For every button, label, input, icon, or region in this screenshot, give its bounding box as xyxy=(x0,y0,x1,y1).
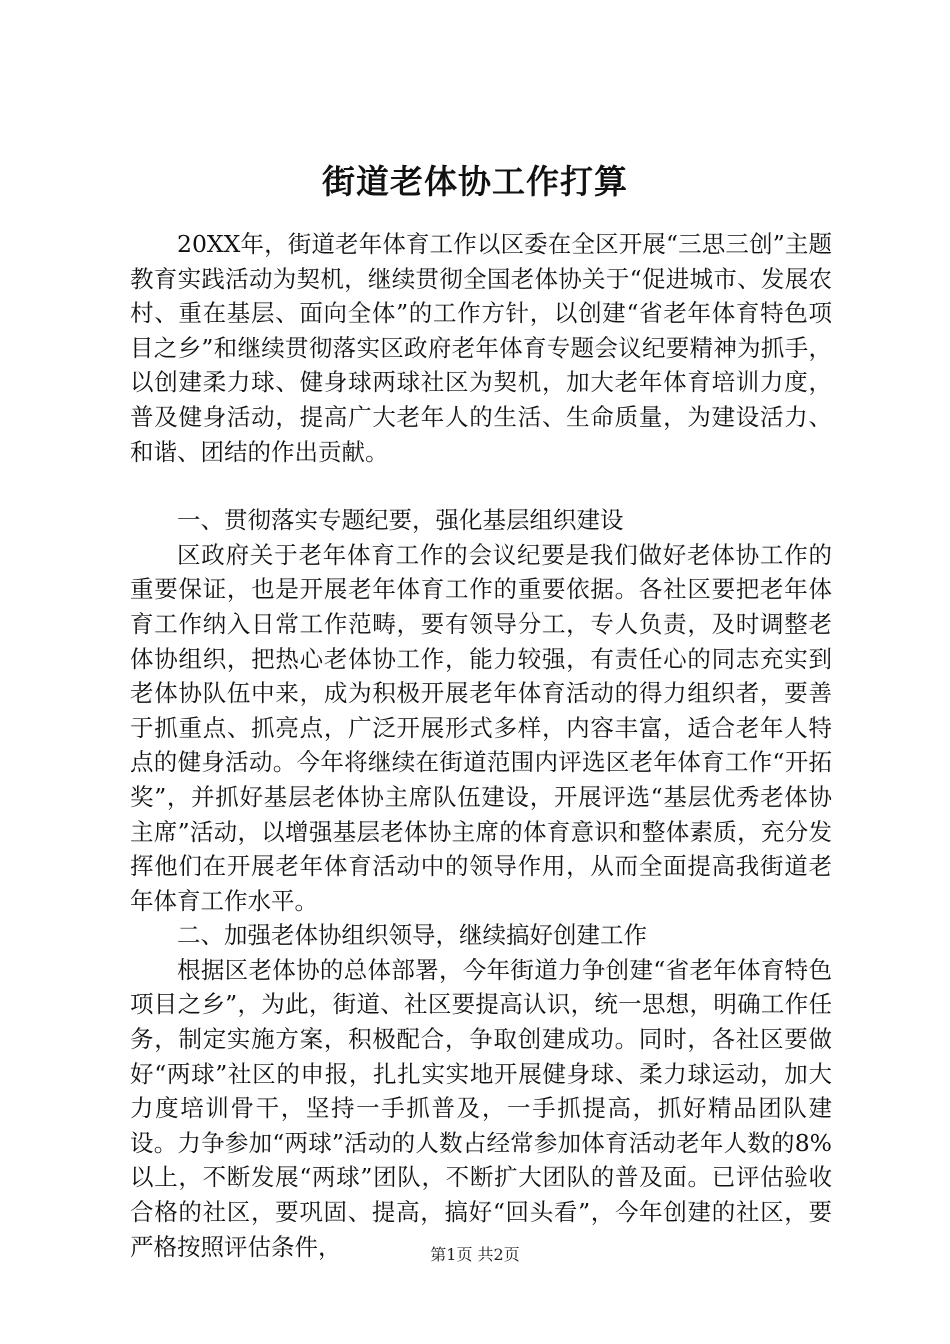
page-footer: 第1页 共2页 xyxy=(430,1245,520,1264)
document-body xyxy=(130,227,832,1264)
paragraph-gap xyxy=(130,469,832,503)
document-title: 街道老体协工作打算 xyxy=(322,162,628,201)
section-2-paragraph: 根据区老体协的总体部署，今年街道力争创建“省老年体育特色项目之乡”，为此，街道、社区要提高认识，统一思想，明确工作任务，制定实施方案，积极配合，争取创建成功。同时，各社区要做好“两球”社区的申报，扎扎实实地开展健身球、柔力球运动，加大力度培训骨干，坚持一手抓普及，一手抓提高，抓好精品团队建设。力争参加“两球”活动的人数占经常参加体育活动老年人数的8%以上，不断发展“两球”团队，不断扩大团队的普及面。已评估验收合格的社区，要巩固、提高，搞好“回头看”，今年创建的社区，要严格按照评估条件， xyxy=(130,955,832,1261)
section-heading-1: 一、贯彻落实专题纪要，强化基层组织建设 xyxy=(177,506,624,535)
intro-paragraph: 20XX年，街道老年体育工作以区委在全区开展“三思三创”主题教育实践活动为契机，继续贯彻全国老体协关于“促进城市、发展农村、重在基层、面向全体”的工作方针，以创建“省老年体育特色项目之乡”和继续贯彻落实区政府老年体育专题会议纪要精神为抓手，以创建柔力球、健身球两球社区为契机，加大老年体育培训力度，普及健身活动，提高广大老年人的生活、生命质量，为建设活力、和谐、团结的作出贡献。 xyxy=(130,230,832,466)
section-1-paragraph: 区政府关于老年体育工作的会议纪要是我们做好老体协工作的重要保证，也是开展老年体育工作的重要依据。各社区要把老年体育工作纳入日常工作范畴，要有领导分工，专人负责，及时调整老体协组织，把热心老体协工作，能力较强，有责任心的同志充实到老体协队伍中来，成为积极开展老年体育活动的得力组织者，要善于抓重点、抓亮点，广泛开展形式多样，内容丰富，适合老年人特点的健身活动。今年将继续在街道范围内评选区老年体育工作“开拓奖”，并抓好基层老体协主席队伍建设，开展评选“基层优秀老体协主席”活动，以增强基层老体协主席的体育意识和整体素质，充分发挥他们在开展老年体育活动中的领导作用，从而全面提高我街道老年体育工作水平。 xyxy=(130,540,832,915)
section-heading-2: 二、加强老体协组织领导，继续搞好创建工作 xyxy=(177,921,647,950)
